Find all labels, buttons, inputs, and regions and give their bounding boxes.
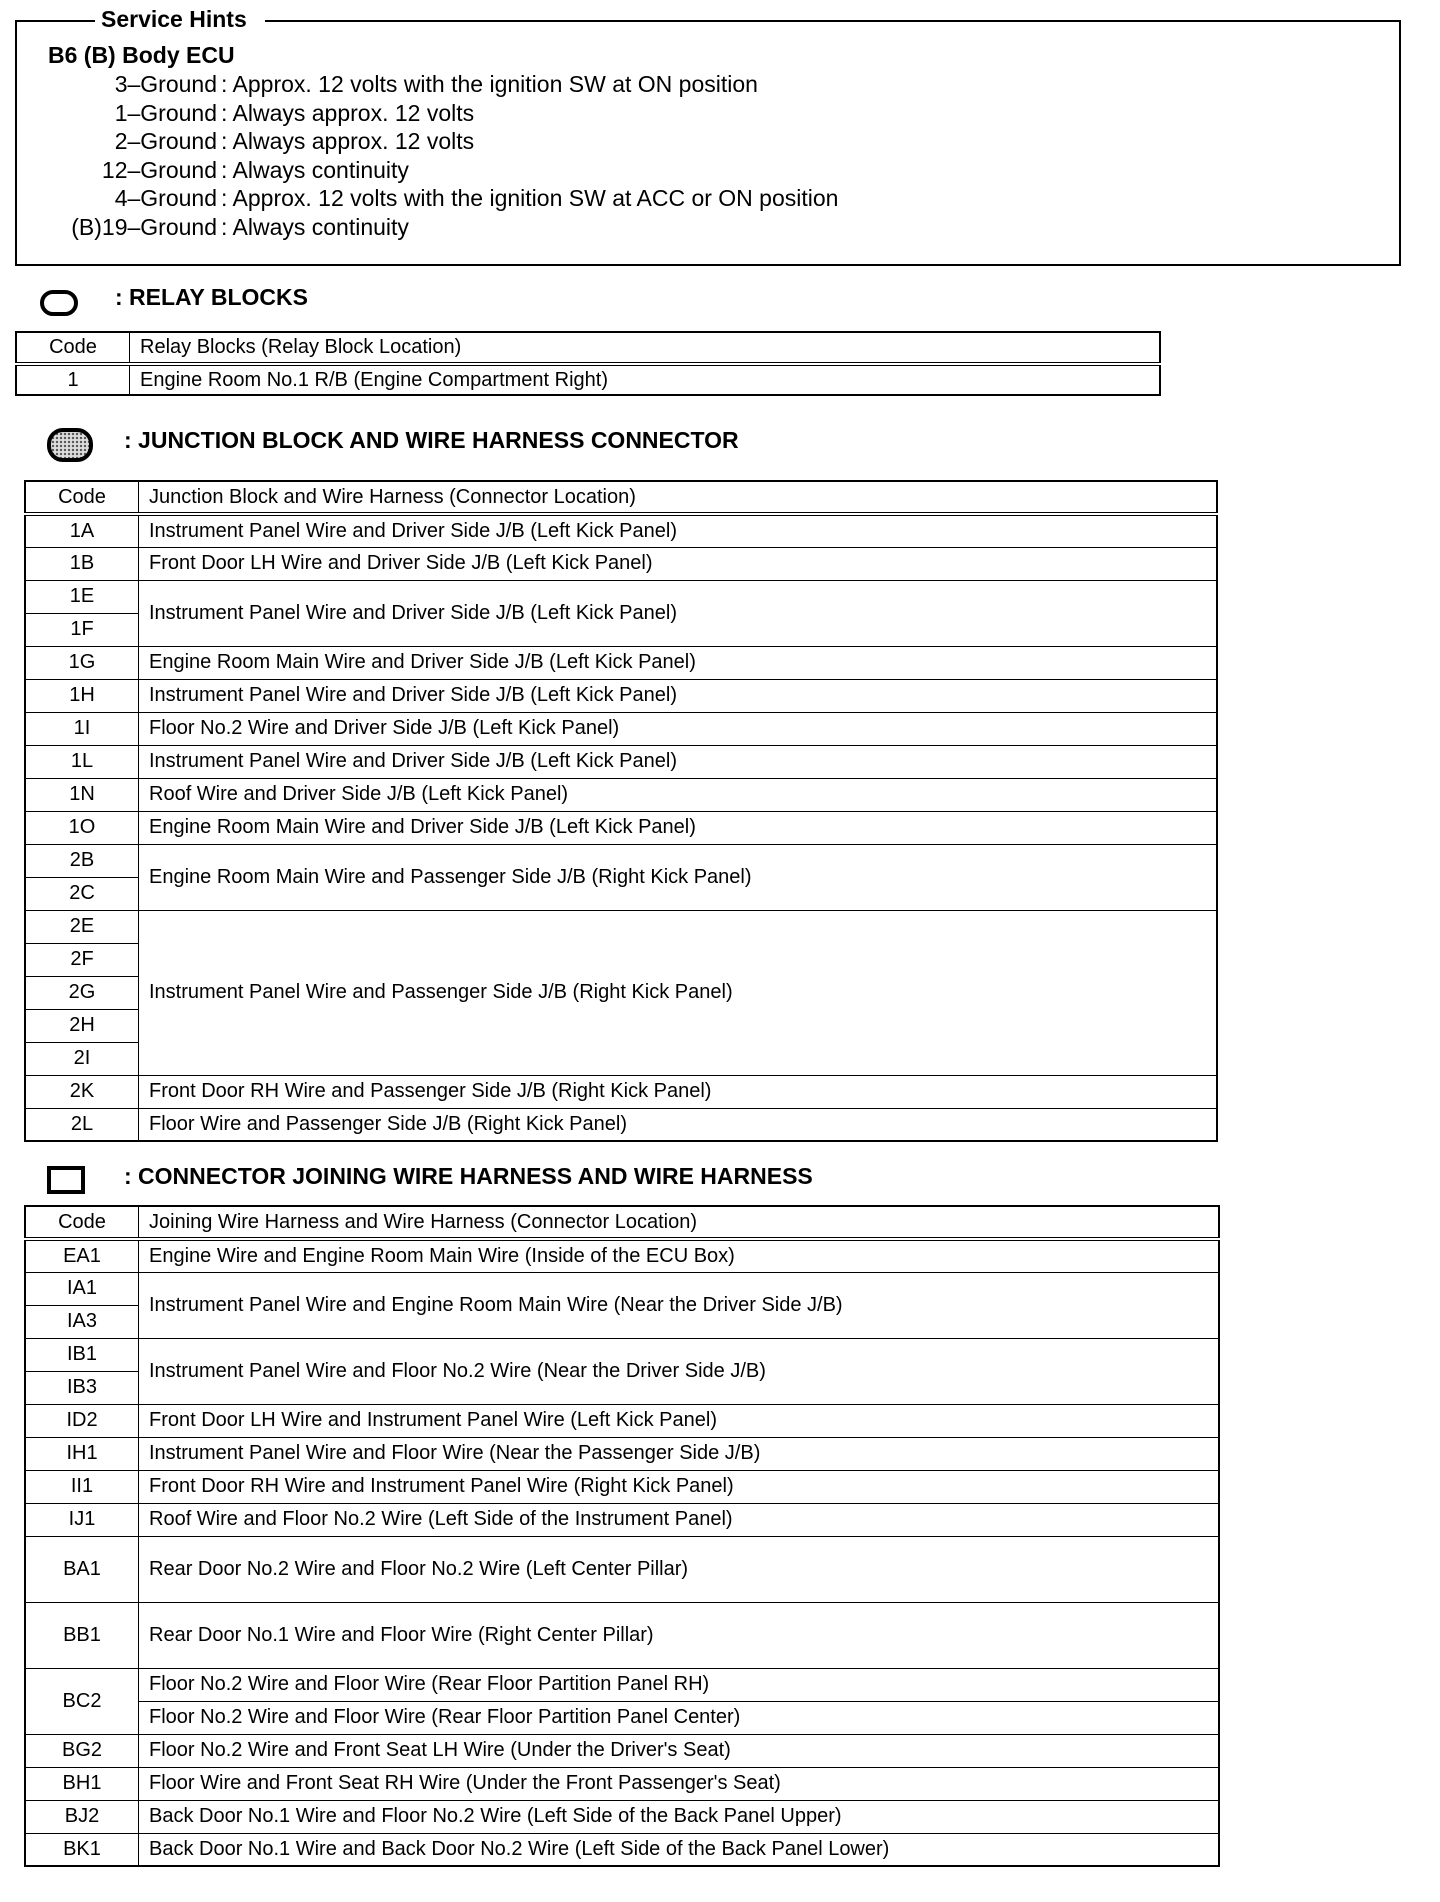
row-code: ID2 xyxy=(25,1404,139,1437)
row-desc: Engine Room Main Wire and Driver Side J/B (Left Kick Panel) xyxy=(139,646,1218,679)
relay-blocks-title: : RELAY BLOCKS xyxy=(115,284,308,310)
table-row xyxy=(25,514,1217,547)
row-code: 1L xyxy=(25,745,139,778)
table-header-row xyxy=(25,481,1217,514)
row-code: IB3 xyxy=(25,1371,139,1404)
table-row xyxy=(25,1668,1219,1701)
row-desc: Floor No.2 Wire and Floor Wire (Rear Floor Partition Panel Center) xyxy=(139,1701,1220,1734)
table-row xyxy=(25,1536,1219,1602)
row-desc: Engine Room Main Wire and Passenger Side J/B (Right Kick Panel) xyxy=(139,844,1218,910)
row-desc: Floor No.2 Wire and Floor Wire (Rear Floor Partition Panel RH) xyxy=(139,1668,1220,1701)
row-code: 1H xyxy=(25,679,139,712)
table-row xyxy=(25,1734,1219,1767)
connectors-table xyxy=(24,1205,1220,1867)
header-desc: Joining Wire Harness and Wire Harness (Connector Location) xyxy=(139,1206,1220,1239)
row-desc: Instrument Panel Wire and Driver Side J/B (Left Kick Panel) xyxy=(139,679,1218,712)
table-row xyxy=(25,1404,1219,1437)
row-desc: Roof Wire and Floor No.2 Wire (Left Side of the Instrument Panel) xyxy=(139,1503,1220,1536)
table-row xyxy=(25,580,1217,613)
table-row xyxy=(25,1701,1219,1734)
junction-blocks-table xyxy=(24,480,1218,1142)
row-desc: Floor Wire and Passenger Side J/B (Right Kick Panel) xyxy=(139,1108,1218,1141)
table-row xyxy=(25,1338,1219,1371)
row-code: BK1 xyxy=(25,1833,139,1866)
connectors-title: : CONNECTOR JOINING WIRE HARNESS AND WIRE HARNESS xyxy=(124,1163,813,1189)
table-row xyxy=(16,364,1160,395)
hint-line: 1–Ground : Always approx. 12 volts xyxy=(114,99,475,126)
row-code: 2E xyxy=(25,910,139,943)
table-row xyxy=(25,910,1217,943)
row-code: BA1 xyxy=(25,1536,139,1602)
row-desc: Instrument Panel Wire and Floor No.2 Wire (Near the Driver Side J/B) xyxy=(139,1338,1220,1404)
row-desc: Roof Wire and Driver Side J/B (Left Kick Panel) xyxy=(139,778,1218,811)
table-row xyxy=(25,1833,1219,1866)
row-code: 1A xyxy=(25,514,139,547)
row-desc: Floor No.2 Wire and Driver Side J/B (Left Kick Panel) xyxy=(139,712,1218,745)
table-row xyxy=(25,1470,1219,1503)
table-row xyxy=(25,844,1217,877)
row-desc: Instrument Panel Wire and Passenger Side J/B (Right Kick Panel) xyxy=(139,910,1218,1075)
row-code: 2I xyxy=(25,1042,139,1075)
connector-symbol-icon xyxy=(47,1166,85,1194)
table-row xyxy=(25,1272,1219,1305)
row-desc: Front Door LH Wire and Instrument Panel Wire (Left Kick Panel) xyxy=(139,1404,1220,1437)
row-code: 1B xyxy=(25,547,139,580)
row-desc: Instrument Panel Wire and Driver Side J/B (Left Kick Panel) xyxy=(139,745,1218,778)
table-row xyxy=(25,1075,1217,1108)
row-desc: Floor No.2 Wire and Front Seat LH Wire (Under the Driver's Seat) xyxy=(139,1734,1220,1767)
header-code: Code xyxy=(25,481,139,514)
row-code: IJ1 xyxy=(25,1503,139,1536)
row-code: BJ2 xyxy=(25,1800,139,1833)
table-row xyxy=(25,646,1217,679)
table-row xyxy=(25,778,1217,811)
row-code: IA3 xyxy=(25,1305,139,1338)
hint-line: 3–Ground : Approx. 12 volts with the ignition SW at ON position xyxy=(114,71,758,97)
header-desc: Relay Blocks (Relay Block Location) xyxy=(130,332,1161,364)
row-desc: Floor Wire and Front Seat RH Wire (Under the Front Passenger's Seat) xyxy=(139,1767,1220,1800)
row-desc: Instrument Panel Wire and Engine Room Main Wire (Near the Driver Side J/B) xyxy=(139,1272,1220,1338)
service-hints-heading: B6 (B) Body ECU xyxy=(48,42,235,68)
row-desc: Instrument Panel Wire and Driver Side J/B (Left Kick Panel) xyxy=(139,580,1218,646)
row-code: 1O xyxy=(25,811,139,844)
row-desc: Engine Room Main Wire and Driver Side J/B (Left Kick Panel) xyxy=(139,811,1218,844)
row-code: BH1 xyxy=(25,1767,139,1800)
row-desc: Engine Wire and Engine Room Main Wire (Inside of the ECU Box) xyxy=(139,1239,1220,1272)
row-code: 2C xyxy=(25,877,139,910)
row-code: 2H xyxy=(25,1009,139,1042)
row-code: 2B xyxy=(25,844,139,877)
table-row xyxy=(25,811,1217,844)
table-row xyxy=(25,679,1217,712)
table-row xyxy=(25,1437,1219,1470)
row-desc: Instrument Panel Wire and Floor Wire (Near the Passenger Side J/B) xyxy=(139,1437,1220,1470)
row-code: 1F xyxy=(25,613,139,646)
row-desc: Front Door RH Wire and Passenger Side J/B (Right Kick Panel) xyxy=(139,1075,1218,1108)
table-row xyxy=(25,1602,1219,1668)
row-code: 2K xyxy=(25,1075,139,1108)
row-desc: Front Door RH Wire and Instrument Panel Wire (Right Kick Panel) xyxy=(139,1470,1220,1503)
header-desc: Junction Block and Wire Harness (Connector Location) xyxy=(139,481,1218,514)
table-row xyxy=(25,1108,1217,1141)
row-desc: Front Door LH Wire and Driver Side J/B (Left Kick Panel) xyxy=(139,547,1218,580)
row-code: II1 xyxy=(25,1470,139,1503)
junction-blocks-title: : JUNCTION BLOCK AND WIRE HARNESS CONNECTOR xyxy=(124,427,739,453)
header-code: Code xyxy=(16,332,130,364)
table-header-row xyxy=(25,1206,1219,1239)
row-code: IA1 xyxy=(25,1272,139,1305)
row-code: IH1 xyxy=(25,1437,139,1470)
row-code: 1G xyxy=(25,646,139,679)
row-code: IB1 xyxy=(25,1338,139,1371)
row-code: BB1 xyxy=(25,1602,139,1668)
row-code: EA1 xyxy=(25,1239,139,1272)
header-code: Code xyxy=(25,1206,139,1239)
row-code: 1 xyxy=(16,364,130,395)
relay-block-symbol-icon xyxy=(40,290,78,316)
row-code: BC2 xyxy=(25,1668,139,1734)
row-desc: Back Door No.1 Wire and Floor No.2 Wire (Left Side of the Back Panel Upper) xyxy=(139,1800,1220,1833)
row-desc: Rear Door No.1 Wire and Floor Wire (Right Center Pillar) xyxy=(139,1602,1220,1668)
hint-line: 4–Ground : Approx. 12 volts with the ignition SW at ACC or ON position xyxy=(114,185,839,211)
row-code: BG2 xyxy=(25,1734,139,1767)
row-code: 1I xyxy=(25,712,139,745)
row-desc: Back Door No.1 Wire and Back Door No.2 Wire (Left Side of the Back Panel Lower) xyxy=(139,1833,1220,1866)
table-row xyxy=(25,745,1217,778)
table-header-row xyxy=(16,332,1160,364)
row-desc: Instrument Panel Wire and Driver Side J/B (Left Kick Panel) xyxy=(139,514,1218,547)
row-code: 2L xyxy=(25,1108,139,1141)
table-row xyxy=(25,547,1217,580)
service-hints-lines xyxy=(40,71,838,242)
table-row xyxy=(25,1800,1219,1833)
hint-line: 2–Ground : Always approx. 12 volts xyxy=(114,128,475,154)
table-row xyxy=(25,712,1217,745)
hint-line: (B)19–Ground : Always continuity xyxy=(71,213,409,240)
row-code: 2F xyxy=(25,943,139,976)
table-row xyxy=(25,1767,1219,1800)
junction-block-symbol-icon xyxy=(47,428,93,462)
row-code: 2G xyxy=(25,976,139,1009)
row-desc: Engine Room No.1 R/B (Engine Compartment Right) xyxy=(130,364,1161,395)
service-hints-legend: Service Hints xyxy=(95,6,265,33)
row-code: 1E xyxy=(25,580,139,613)
table-row xyxy=(25,1503,1219,1536)
row-desc: Rear Door No.2 Wire and Floor No.2 Wire (Left Center Pillar) xyxy=(139,1536,1220,1602)
hint-line: 12–Ground : Always continuity xyxy=(101,156,409,183)
row-code: 1N xyxy=(25,778,139,811)
relay-blocks-table xyxy=(15,331,1161,396)
table-row xyxy=(25,1239,1219,1272)
